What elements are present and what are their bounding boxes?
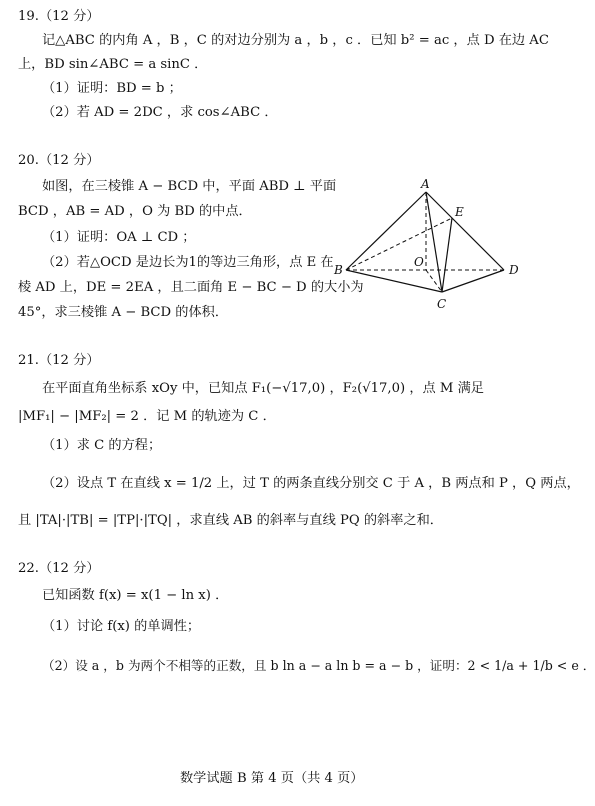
label-o: O xyxy=(414,255,424,269)
label-a: A xyxy=(421,177,430,191)
q19-part-1: （1）证明：BD = b ； xyxy=(42,81,182,96)
segment-ec xyxy=(442,218,452,292)
q22-part-2: （2）设 a ，b 为两个不相等的正数，且 b ln a − a ln b = a − b ，证明：2 < 1/a + 1/b < e ． xyxy=(42,658,595,673)
q20-part-2: （2）若△OCD 是边长为1的等边三角形，点 E 在 xyxy=(42,255,334,270)
q20-line-5: 棱 AD 上，DE = 2EA ，且二面角 E − BC − D 的大小为 xyxy=(18,280,364,295)
edge-ad xyxy=(426,192,504,270)
q19-header: 19.（12 分） xyxy=(18,9,100,24)
q19-line-2: 上，BD sin∠ABC = a sinC ． xyxy=(18,57,208,72)
q20-line-2: BCD ，AB = AD ，O 为 BD 的中点． xyxy=(18,204,252,219)
label-c: C xyxy=(437,297,447,311)
page-footer: 数学试题 B 第 4 页（共 4 页） xyxy=(180,771,364,786)
q21-part-2: （2）设点 T 在直线 x = 1/2 上，过 T 的两条直线分别交 C 于 A ，B 两点和 P ，Q 两点， xyxy=(42,476,580,491)
q19-part-2: （2）若 AD = 2DC ，求 cos∠ABC ． xyxy=(42,105,278,120)
segment-be-hidden xyxy=(346,218,452,270)
q21-line-5: 且 |TA|·|TB| = |TP|·|TQ| ，求直线 AB 的斜率与直线 PQ 的斜率之和． xyxy=(18,513,443,528)
q20-part-1: （1）证明：OA ⊥ CD ； xyxy=(42,230,196,245)
edge-cd xyxy=(442,270,504,292)
tetrahedron-figure xyxy=(332,178,532,318)
q21-line-1: 在平面直角坐标系 xOy 中，已知点 F₁(−√17,0) ，F₂(√17,0) ，点 M 满足 xyxy=(42,381,484,396)
label-b: B xyxy=(334,263,343,277)
q22-header: 22.（12 分） xyxy=(18,561,100,576)
q21-part-1: （1）求 C 的方程； xyxy=(42,438,162,453)
edge-bc xyxy=(346,270,442,292)
q21-line-2: |MF₁| − |MF₂| = 2 ．记 M 的轨迹为 C ． xyxy=(18,409,276,424)
q19-line-1: 记△ABC 的内角 A ，B ，C 的对边分别为 a ，b ，c ．已知 b² = ac ，点 D 在边 AC xyxy=(42,33,549,48)
q20-line-6: 45°，求三棱锥 A − BCD 的体积． xyxy=(18,305,229,320)
q22-part-1: （1）讨论 f(x) 的单调性； xyxy=(42,619,201,634)
q21-header: 21.（12 分） xyxy=(18,353,100,368)
q20-line-1: 如图，在三棱锥 A − BCD 中，平面 ABD ⊥ 平面 xyxy=(42,179,337,194)
edge-ac xyxy=(426,192,442,292)
label-e: E xyxy=(455,205,464,219)
q22-line-1: 已知函数 f(x) = x(1 − ln x) ． xyxy=(42,588,229,603)
q20-header: 20.（12 分） xyxy=(18,153,100,168)
label-d: D xyxy=(509,263,519,277)
